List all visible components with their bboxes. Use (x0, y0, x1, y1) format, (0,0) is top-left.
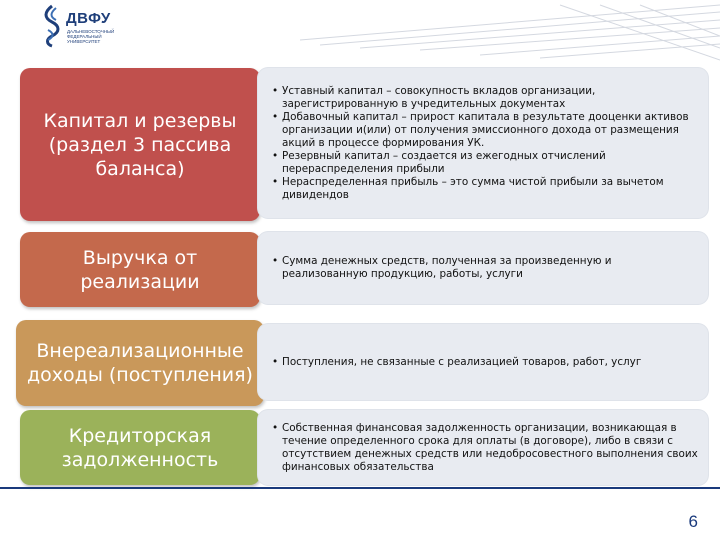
bullet-list (258, 422, 708, 474)
bullet-list (258, 356, 649, 369)
bullet-icon: • (272, 255, 279, 267)
bullet-icon: • (272, 421, 279, 434)
bullet-icon: • (272, 84, 279, 97)
list-item: • Собственная финансовая задолженность организации, возникающая в течение определенного срока для оплаты (в договоре), либо в связи с отсутствием денежных средств или недобросовестного выполнения своих финансовых обязательства (272, 421, 698, 473)
list-item: • Сумма денежных средств, полученная за произведенную и реализованную продукцию, работы, услуги (272, 255, 612, 280)
row-label: Кредиторская задолженность (61, 424, 219, 471)
page-number: 6 (688, 512, 698, 531)
logo-title: ДВФУ (66, 10, 111, 27)
label-box-capital-reserves (20, 68, 260, 221)
content-box-capital-reserves (258, 68, 708, 218)
content-box-revenue (258, 232, 708, 304)
list-item: • Резервный капитал – создается из ежегодных отчислений перераспределения прибыли (272, 149, 606, 175)
university-logo (40, 4, 130, 50)
label-box-revenue (20, 232, 260, 307)
bullet-icon: • (272, 149, 279, 162)
bullet-list (258, 255, 708, 281)
row-label: Внереализационные доходы (поступления) (27, 340, 253, 386)
bullet-icon: • (272, 355, 279, 368)
footer-divider (0, 487, 720, 489)
bullet-list (258, 85, 708, 202)
bullet-icon: • (272, 110, 279, 123)
row-label: Выручка от реализации (80, 246, 200, 293)
list-item: • Поступления, не связанные с реализацией товаров, работ, услуг (272, 355, 642, 368)
label-box-accounts-payable (20, 410, 260, 485)
logo-subtitle: ДАЛЬНЕВОСТОЧНЫЙ ФЕДЕРАЛЬНЫЙ УНИВЕРСИТЕТ (67, 29, 115, 44)
list-item: • Нераспределенная прибыль – это сумма чистой прибыли за вычетом дивидендов (272, 175, 664, 201)
content-box-non-operating-income (258, 324, 708, 400)
list-item: • Добавочный капитал – прирост капитала в результате дооценки активов организации и(или) от получения эмиссионного дохода от размещения акций в процессе формирования УК. (272, 110, 689, 149)
logo-emblem-icon (40, 4, 64, 48)
row-label: Капитал и резервы (раздел 3 пассива баланса) (43, 109, 237, 180)
list-item: • Уставный капитал – совокупность вкладов организации, зарегистрированную в учредительных документах (272, 84, 596, 110)
label-box-non-operating-income (16, 320, 264, 406)
content-box-accounts-payable (258, 410, 708, 485)
bullet-icon: • (272, 175, 279, 188)
